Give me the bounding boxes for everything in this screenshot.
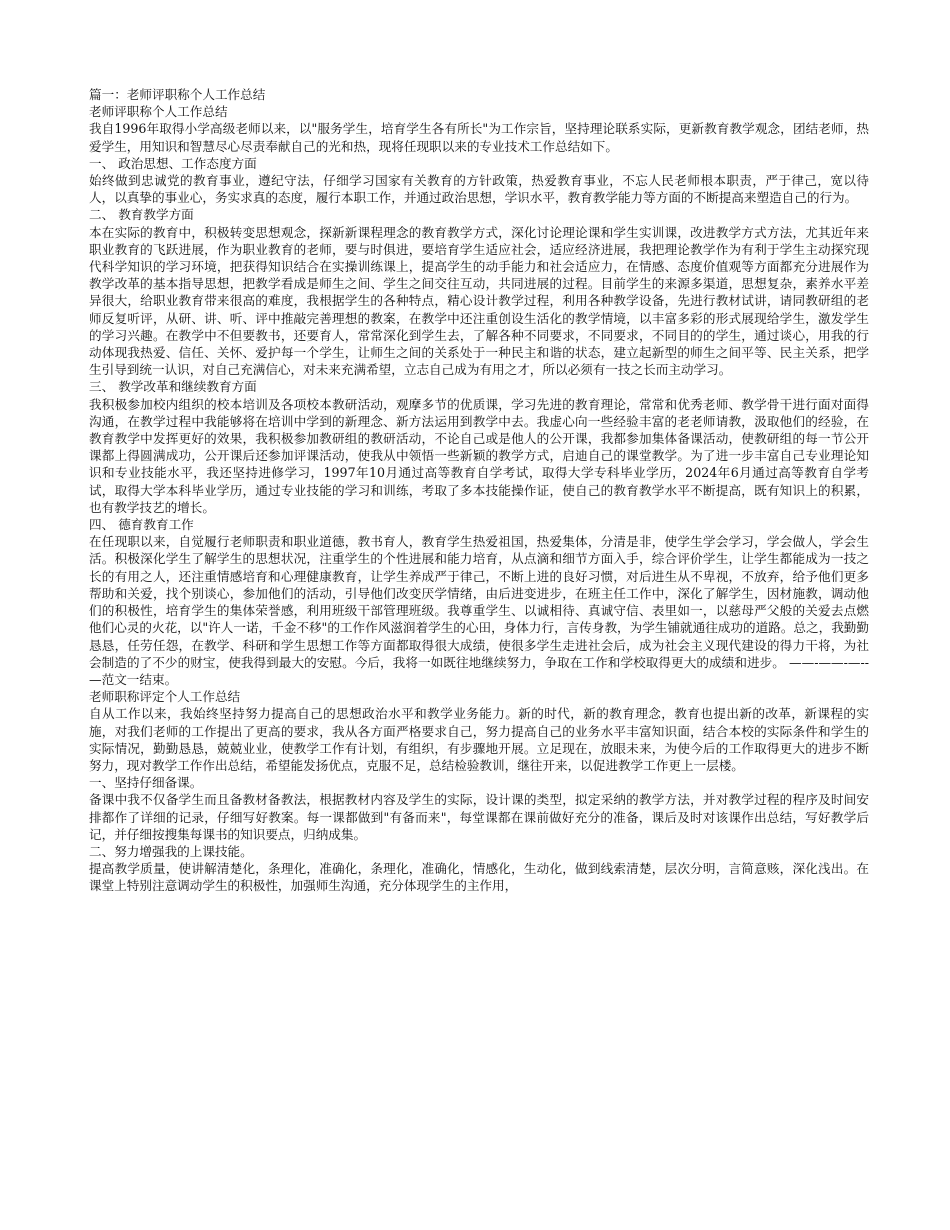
- paragraph-teaching: 本在实际的教育中，积极转变思想观念，探新新课程理念的教育教学方式，深化讨论理论课和学生实训课，改进教学方式方法，尤其近年来职业教育的飞跃进展，作为职业教育的老师，要与时俱进，要培育学生适应社会，适应经济进展，我把理论教学作为有利于学生主动探究现代科学知识的学习环境，把获得知识结合在实操训练课上，提高学生的动手能力和社会适应力，在情感、态度价值观等方面都充分进展作为教学改革的基本指导思想，把教学看成是师生之间、学生之间交往互动，共同进展的过程。目前学生的来源多渠道，思想复杂，素养水平差异很大，给职业教育带来很高的难度，我根据学生的各种特点，精心设计教学过程，利用各种教学设备，先进行教材试讲，请同教研组的老师反复听评，从研、讲、听、评中推敲完善理想的教案，在教学中还注重创设生活化的教学情境，以丰富多彩的形式展现给学生，激发学生的学习兴趣。在教学中不但要教书，还要育人，常常深化到学生去，了解各种不同要求，不同要求，不同目的的学生，通过谈心，用我的行动体现我热爱、信任、关怀、爱护每一个学生，让师生之间的关系处于一种民主和谐的状态，建立起新型的师生之间平等、民主关系，把学生引导到统一认识，对自己充满信心，对未来充满希望，立志自己成为有用之才，所以必须有一技之长而主动学习。: [89, 224, 869, 378]
- heading-skills: 二、努力增强我的上课技能。: [89, 843, 253, 859]
- heading-prepare: 一、坚持仔细备课。: [89, 775, 203, 791]
- paragraph-moral: 在任现职以来，自觉履行老师职责和职业道德，教书育人，教育学生热爱祖国，热爱集体，分清是非，使学生学会学习，学会做人，学会生活。积极深化学生了解学生的思想状况，注重学生的个性进展和能力培育，从点滴和细节方面入手，综合评价学生，让学生都能成为一技之长的有用之人，还注重情感培育和心理健康教育，让学生养成严于律己，不断上进的良好习惯，对后进生从不卑视，不放弃，给予他们更多帮助和关爱，找个别谈心，参加他们的活动，引导他们改变厌学情绪，由后进变进步，在班主任工作中，深化了解学生，因材施教，调动他们的积极性，培育学生的集体荣誉感，利用班级干部管理班级。我尊重学生、以诚相待、真诚守信、表里如一，以慈母严父般的关爱去点燃他们心灵的火花，以"许人一诺，千金不移"的工作作风滋润着学生的心田，身体力行，言传身教，为学生铺就通往成功的道路。总之，我勤勤恳恳，任劳任怨，在教学、科研和学生思想工作等方面都取得很大成绩，使很多学生走进社会后，成为社会主义现代建设的得力干将，为社会制造的了不少的财宝，使我得到最大的安慰。今后，我将一如既往地继续努力，争取在工作和学校取得更大的成绩和进步。 ——-——-—--—范文一结束。: [89, 534, 869, 687]
- heading-moral: 四、 德育教育工作: [89, 517, 194, 533]
- paragraph-reform: 我积极参加校内组织的校本培训及各项校本教研活动，观摩多节的优质课，学习先进的教育理论，常常和优秀老师、教学骨干进行面对面得沟通，在教学过程中我能够将在培训中学到的新理念、新方法运用到教学中去。我虚心向一些经验丰富的老老师请教，汲取他们的经验，在教育教学中发挥更好的效果，我积极参加教研组的教研活动，不论自己或是他人的公开课，我都参加集体备课活动，使教研组的每一节公开课都上得圆满成功，公开课后还参加评课活动，使我从中领悟一些新颖的教学方式，启迪自己的课堂教学。为了进一步丰富自己专业理论知识和专业技能水平，我还坚持进修学习，1997年10月通过高等教育自学考试，取得大学专科毕业学历，2024年6月通过高等教育自学考试，取得大学本科毕业学历，通过专业技能的学习和训练，考取了多本技能操作证，使自己的教育教学水平不断提高，既有知识上的积累，也有教学技艺的增长。: [89, 396, 869, 515]
- document-page: [89, 86, 869, 895]
- paragraph-summary: 自从工作以来，我始终坚持努力提高自己的思想政治水平和教学业务能力。新的时代，新的教育理念，教育也提出新的改革，新课程的实施，对我们老师的工作提出了更高的要求，我从各方面严格要求自己，努力提高自己的业务水平丰富知识面，结合本校的实际条件和学生的实际情况，勤勤恳恳，兢兢业业，使教学工作有计划，有组织，有步骤地开展。立足现在，放眼未来，为使今后的工作取得更大的进步不断努力，现对教学工作作出总结，希望能发扬优点，克服不足，总结检验教训，继往开来，以促进教学工作更上一层楼。: [89, 706, 869, 773]
- paragraph-skills: 提高教学质量，使讲解清楚化，条理化，准确化，条理化，准确化，情感化，生动化，做到线索清楚，层次分明，言简意赅，深化浅出。在课堂上特别注意调动学生的积极性，加强师生沟通，充分体现学生的主作用，: [89, 861, 869, 894]
- section-title-2: 老师职称评定个人工作总结: [89, 689, 241, 705]
- intro-paragraph: 我自1996年取得小学高级老师以来，以"服务学生，培育学生各有所长"为工作宗旨，坚持理论联系实际，更新教育教学观念，团结老师，热爱学生，用知识和智慧尽心尽责奉献自己的光和热，现将任现职以来的专业技术工作总结如下。: [89, 121, 869, 154]
- document-title: 篇一：老师评职称个人工作总结: [89, 87, 266, 102]
- section-title: 老师评职称个人工作总结: [89, 104, 228, 120]
- paragraph-political: 始终做到忠诚党的教育事业，遵纪守法，仔细学习国家有关教育的方针政策，热爱教育事业，不忘人民老师根本职责，严于律己，宽以待人，以真挚的事业心，务实求真的态度，履行本职工作，并通过政治思想，学识水平，教育教学能力等方面的不断提高来塑造自己的行为。: [89, 173, 869, 206]
- heading-reform: 三、 教学改革和继续教育方面: [89, 379, 257, 395]
- heading-teaching: 二、 教育教学方面: [89, 207, 194, 223]
- paragraph-prepare: 备课中我不仅备学生而且备教材备教法，根据教材内容及学生的实际，设计课的类型，拟定采纳的教学方法，并对教学过程的程序及时间安排都作了详细的记录，仔细写好教案。每一课都做到"有备而来"，每堂课都在课前做好充分的准备，课后及时对该课作出总结，写好教学后记，并仔细按搜集每课书的知识要点，归纳成集。: [89, 792, 869, 842]
- heading-political: 一、 政治思想、工作态度方面: [89, 155, 257, 171]
